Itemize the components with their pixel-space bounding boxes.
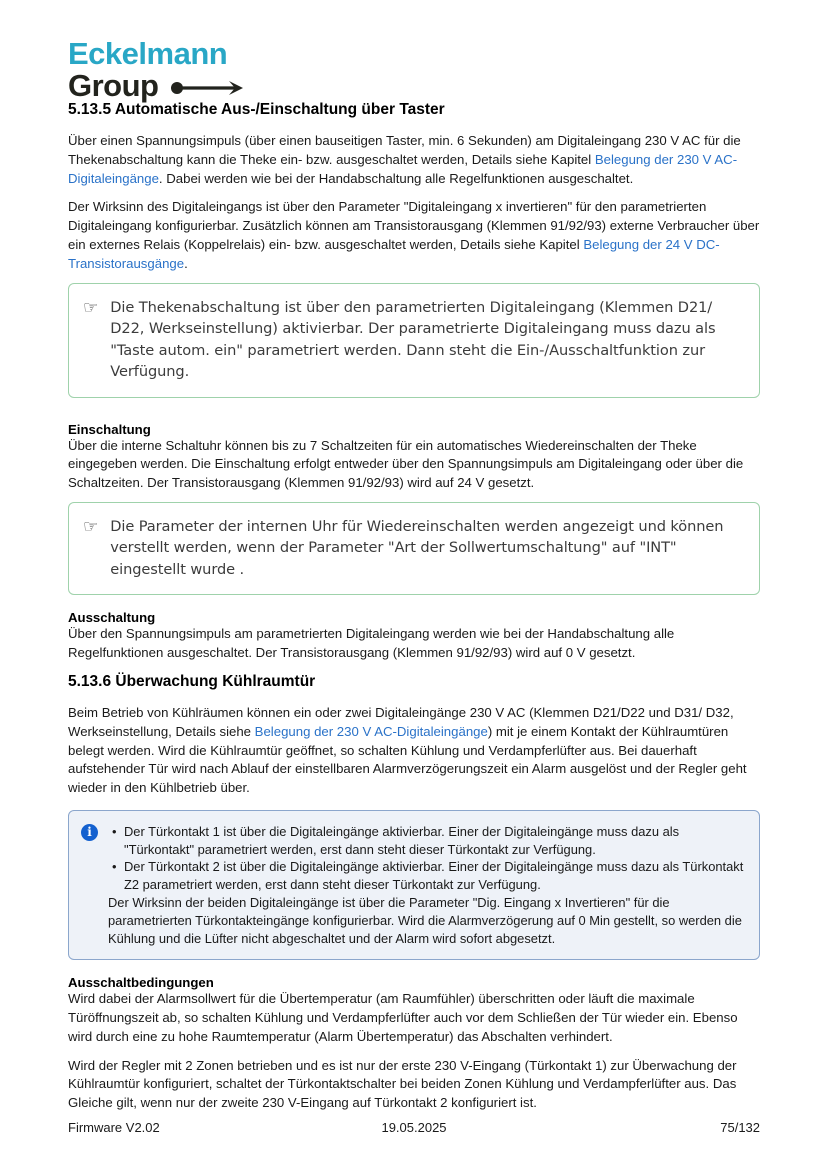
eckelmann-logo [68,38,760,101]
pointing-hand-icon: ☞ [83,516,99,537]
subheading-einschaltung: Einschaltung [68,421,151,437]
info-bullet: • Der Türkontakt 2 ist über die Digitaleingänge aktivierbar. Einer der Digitaleingänge muss dazu als Türkontakt Z2 parametriert werden, erst dann steht dieser Türkontakt zur Verfügung. [124,858,745,893]
subheading-ausschaltung: Ausschaltung [68,610,156,626]
footer-date: 19.05.2025 [381,1120,447,1135]
info-icon: i [81,824,98,841]
logo-text-group: Group [68,68,159,103]
info-bullet: • Der Türkontakt 1 ist über die Digitaleingänge aktivierbar. Einer der Digitaleingänge muss dazu als "Türkontakt" parametriert werden, erst dann steht dieser Türkontakt zur Verfügung. [124,823,745,858]
footer-page-number: 75/132 [720,1120,761,1135]
note-text: Die Thekenabschaltung ist über den parametrierten Digitaleingang (Klemmen D21/ D22, Werkseinstellung) aktivierbar. Der parametrierte Digitaleingang muss dazu als "Taste autom. ein" parametriert werden. Dann steht die Ein-/Ausschaltfunktion zur Verfügung. [110,298,716,381]
chapter-link[interactable]: Belegung der 230 V AC-Digitaleingänge [68,151,738,186]
paragraph: Über einen Spannungsimpuls (über einen bauseitigen Taster, min. 6 Sekunden) am Digitaleingang 230 V AC für die Thekenabschaltung kann die Theke ein- bzw. ausgeschaltet werden, Details siehe Kapitel Belegung der 230 V AC-Digitaleingänge. Dabei werden wie bei der Handabschaltung alle Regelfunktionen ausgeschaltet. [68,133,741,186]
chapter-link[interactable]: Belegung der 24 V DC-Transistorausgänge [68,236,720,271]
footer-firmware-version: Firmware V2.02 [68,1120,160,1135]
info-bullet-list [108,823,745,893]
note-text: Die Parameter der internen Uhr für Wiedereinschalten werden angezeigt und können verstellt werden, wenn der Parameter "Art der Sollwertumschaltung" auf "INT" eingestellt wurde . [110,517,724,578]
logo-arrow-icon [169,79,249,97]
paragraph: Über den Spannungsimpuls am parametrierten Digitaleingang werden wie bei der Handabschaltung alle Regelfunktionen ausgeschaltet. Der Transistorausgang (Klemmen 91/92/93) wird auf 0 V gesetzt. [68,626,675,661]
note-box [68,502,760,596]
note-box [68,283,760,398]
pointing-hand-icon: ☞ [83,297,99,318]
subheading-ausschaltbedingungen: Ausschaltbedingungen [68,975,214,991]
info-text: Der Wirksinn der beiden Digitaleingänge ist über die Parameter "Dig. Eingang x Invertieren" für die parametrierten Türkontakteingänge konfigurierbar. Wird die Alarmverzögerung auf 0 Min gestellt, so werden die Kühlung und die Lüfter nicht abgeschaltet und der Alarm wird sofort abgesetzt. [108,895,742,946]
logo-text-eckelmann: Eckelmann [68,36,228,71]
paragraph: Der Wirksinn des Digitaleingangs ist über den Parameter "Digitaleingang x invertieren" für den parametrierten Digitaleingang konfigurierbar. Zusätzlich können am Transistorausgang (Klemmen 91/92/93) externe Verbraucher über ein externes Relais (Koppelrelais) ein- bzw. ausgeschaltet werden, Details siehe Kapitel Belegung der 24 V DC-Transistorausgänge. [68,199,760,271]
section-heading-5-13-5: 5.13.5 Automatische Aus-/Einschaltung über Taster [68,101,445,118]
paragraph: Wird dabei der Alarmsollwert für die Übertemperatur (am Raumfühler) überschritten oder läuft die maximale Türöffnungszeit ab, so schalten Kühlung und Verdampferlüfter auch vor dem Schließen der Tür wieder ein. Ebenso wird durch eine zu hohe Raumtemperatur (Alarm Übertemperatur) das Abschalten verhindert. [68,991,738,1044]
paragraph: Beim Betrieb von Kühlräumen können ein oder zwei Digitaleingänge 230 V AC (Klemmen D21/D22 und D31/ D32, Werkseinstellung, Details siehe Belegung der 230 V AC-Digitaleingänge) mit je einem Kontakt der Kühlraumtüren belegt werden. Wird die Kühlraumtür geöffnet, so schalten Kühlung und Verdampferlüfter aus. Bei dauerhaft aufstehender Tür wird nach Ablauf der einstellbaren Alarmverzögerungszeit ein Alarm ausgelöst und der Regler geht wieder in den Kühlbetrieb über. [68,705,747,796]
chapter-link[interactable]: Belegung der 230 V AC-Digitaleingänge [254,723,488,739]
paragraph: Über die interne Schaltuhr können bis zu 7 Schaltzeiten für ein automatisches Wiedereinschalten der Theke eingegeben werden. Die Einschaltung erfolgt entweder über den Spannungsimpuls am Digitaleingang oder über die Schaltzeiten. Der Transistorausgang (Klemmen 91/92/93) wird auf 24 V gesetzt. [68,437,744,491]
page-footer [68,1120,760,1135]
section-heading-5-13-6: 5.13.6 Überwachung Kühlraumtür [68,673,316,691]
paragraph: Wird der Regler mit 2 Zonen betrieben und es ist nur der erste 230 V-Eingang (Türkontakt 1) zur Überwachung der Kühlraumtür konfiguriert, schaltet der Türkontaktschalter bei beiden Zonen Kühlung und Verdampferlüfter aus. Das Gleiche gilt, wenn nur der zweite 230 V-Eingang auf Türkontakt 2 konfiguriert ist. [68,1057,737,1111]
info-box [68,810,760,960]
